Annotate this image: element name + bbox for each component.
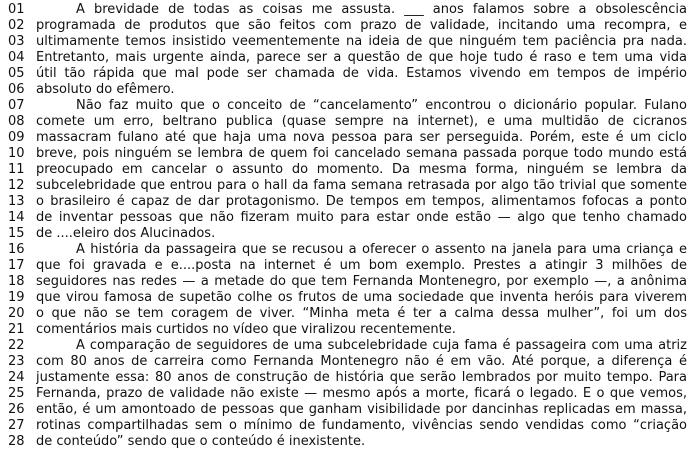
text-line [0,66,699,82]
line-text: absoluto do efêmero. [36,82,175,97]
line-text: ultimamente temos insistido veementemente na ideia de que ninguém tem paciência pra nada. [36,34,687,49]
line-number: 03 [8,34,25,49]
line-text: com 80 anos de carreira como Fernanda Montenegro não é em vão. Até porque, a diferença é [36,354,687,369]
line-number: 24 [8,370,25,385]
line-text: justamente essa: 80 anos de construção de história que serão lembrados por muito tempo. Para [36,370,687,385]
line-number: 16 [8,242,25,257]
text-line [0,242,699,258]
line-number: 18 [8,274,25,289]
line-number: 10 [8,146,25,161]
line-text: preocupado em cancelar o assunto do momento. Da mesma forma, ninguém se lembra da [36,162,687,177]
line-number: 20 [8,306,25,321]
line-number: 12 [8,178,25,193]
line-number: 14 [8,210,25,225]
text-line [0,274,699,290]
text-line [0,402,699,418]
text-line [0,338,699,354]
line-text: que virou famosa de supetão colhe os frutos de uma sociedade que inventa heróis para viverem [36,290,687,305]
line-text: de conteúdo” sendo que o conteúdo é inexistente. [36,434,366,449]
text-line [0,82,699,98]
line-text: comentários mais curtidos no vídeo que viralizou recentemente. [36,322,456,337]
line-text: Fernanda, prazo de validade não existe — mesmo após a morte, ficará o legado. E o que vemos, [36,386,687,401]
text-line [0,146,699,162]
line-text: programada de produtos que são feitos com prazo de validade, incitando uma recompra, e [36,18,687,33]
text-line [0,258,699,274]
text-line [0,2,699,18]
line-text: massacram fulano até que haja uma nova pessoa para ser perseguida. Porém, este é um ciclo [36,130,687,145]
line-number: 15 [8,226,25,241]
line-number: 23 [8,354,25,369]
text-line [0,322,699,338]
line-number: 05 [8,66,25,81]
line-text: Entretanto, mais urgente ainda, parece ser a questão de que hoje tudo é raso e tem uma vida [36,50,687,65]
line-number: 27 [8,418,25,433]
text-line [0,434,699,450]
line-text: breve, pois ninguém se lembra de quem foi cancelado semana passada porque todo mundo está [36,146,687,161]
text-line [0,114,699,130]
text-line [0,418,699,434]
line-number: 09 [8,130,25,145]
line-text: subcelebridade que entrou para o hall da fama semana retrasada por algo tão trivial que somente [36,178,687,193]
line-number: 08 [8,114,25,129]
text-line [0,98,699,114]
text-line [0,194,699,210]
text-line [0,226,699,242]
text-line [0,370,699,386]
line-number: 04 [8,50,25,65]
text-line [0,50,699,66]
text-line [0,34,699,50]
text-line [0,178,699,194]
line-text: seguidores nas redes — a metade do que tem Fernanda Montenegro, por exemplo —, a anônima [36,274,687,289]
line-text: A história da passageira que se recusou a oferecer o assento na janela para uma criança e [76,242,687,257]
line-number: 13 [8,194,25,209]
line-number: 25 [8,386,25,401]
line-text: o que não se tem coragem de viver. “Minha meta é ter a calma dessa mulher”, foi um dos [36,306,687,321]
line-text: A brevidade de todas as coisas me assusta. ___ anos falamos sobre a obsolescência [76,2,687,17]
line-number: 19 [8,290,25,305]
line-number: 28 [8,434,25,449]
line-number: 02 [8,18,25,33]
line-number: 01 [8,2,25,17]
line-number: 22 [8,338,25,353]
line-text: de ....eleiro dos Alucinados. [36,226,216,241]
text-line [0,290,699,306]
line-text: o brasileiro é capaz de dar protagonismo. De tempos em tempos, alimentamos fofocas a ponto [36,194,687,209]
line-number: 17 [8,258,25,273]
text-line [0,386,699,402]
line-number: 06 [8,82,25,97]
line-number: 26 [8,402,25,417]
line-text: de inventar pessoas que não fizeram muito para estar onde estão — algo que tenho chamado [36,210,687,225]
text-line [0,354,699,370]
line-text: Não faz muito que o conceito de “cancelamento” encontrou o dicionário popular. Fulano [76,98,687,113]
line-text: rotinas compartilhadas sem o mínimo de fundamento, vivências sendo vendidas como “criação [36,418,687,433]
text-line [0,162,699,178]
line-text: útil tão rápida que mal pode ser chamada de vida. Estamos vivendo em tempos de império [36,66,687,81]
text-line [0,18,699,34]
line-text: então, é um amontoado de pessoas que ganham visibilidade por dancinhas replicadas em massa, [36,402,687,417]
line-text: A comparação de seguidores de uma subcelebridade cuja fama é passageira com uma atriz [76,338,687,353]
line-text: que foi gravada e e....posta na internet é um bom exemplo. Prestes a atingir 3 milhões de [36,258,687,273]
line-number: 11 [8,162,25,177]
line-text: comete um erro, beltrano publica (quase sempre na internet), e uma multidão de cicranos [36,114,687,129]
line-number: 07 [8,98,25,113]
line-number: 21 [8,322,25,337]
text-line [0,210,699,226]
text-line [0,306,699,322]
text-line [0,130,699,146]
